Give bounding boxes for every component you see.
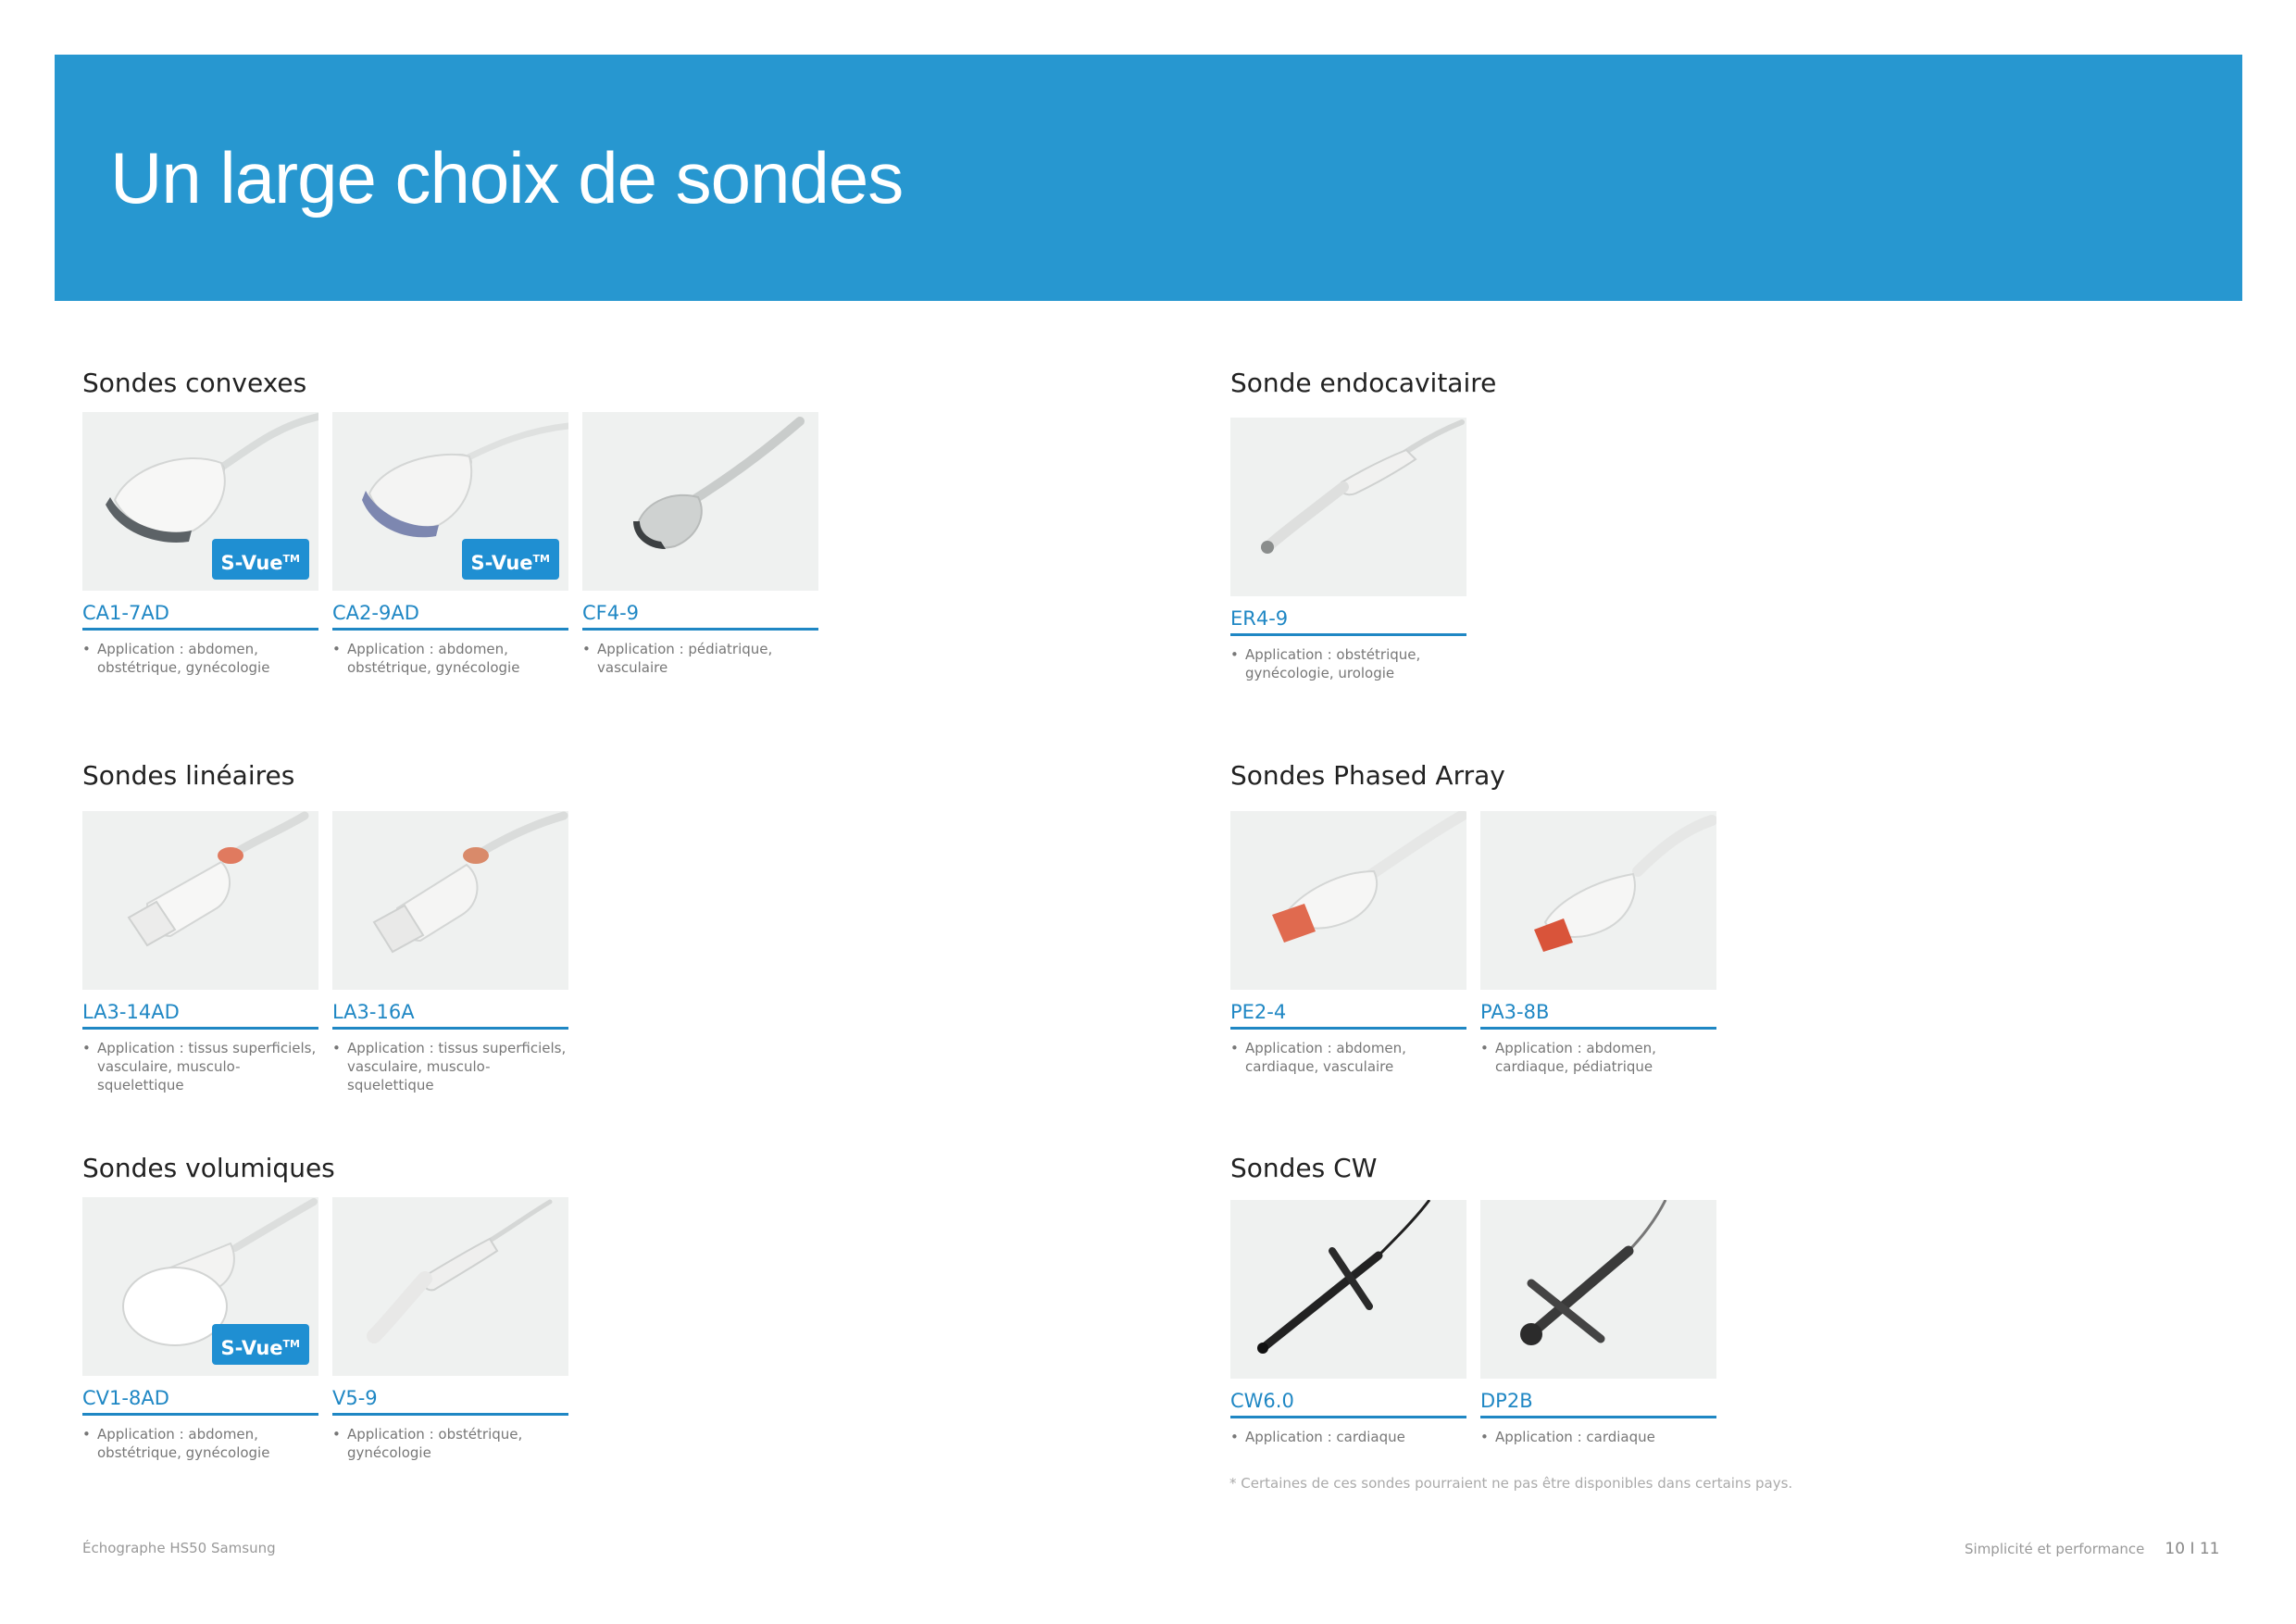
application-text: Application : abdomen, obstétrique, gynécologie — [97, 1426, 270, 1461]
probe-model: CA1-7AD — [82, 602, 318, 631]
application-text: Application : obstétrique, gynécologie, urologie — [1245, 646, 1421, 681]
application-text: Application : cardiaque — [1495, 1429, 1655, 1445]
linear-probe-icon — [332, 811, 568, 990]
bullet-icon: • — [1480, 1429, 1489, 1445]
probe-application — [1480, 1428, 1716, 1446]
application-text: Application : abdomen, obstétrique, gynécologie — [347, 641, 520, 676]
phased-array-probe-icon — [1480, 811, 1716, 990]
probe-photo — [332, 1197, 568, 1376]
probe-model: CV1-8AD — [82, 1387, 318, 1416]
probe-photo — [1480, 811, 1716, 990]
bullet-icon: • — [1480, 1040, 1489, 1056]
microconvex-probe-icon — [582, 412, 818, 591]
probe-application — [82, 640, 318, 677]
volume-endocavity-probe-icon — [332, 1197, 568, 1376]
application-text: Application : obstétrique, gynécologie — [347, 1426, 523, 1461]
probe-photo — [82, 412, 318, 591]
probe-application — [1230, 645, 1466, 682]
probe-application — [332, 1039, 568, 1094]
probe-photo — [82, 1197, 318, 1376]
bullet-icon: • — [332, 641, 341, 657]
probe-model: PA3-8B — [1480, 1001, 1716, 1030]
probe-application — [1230, 1428, 1466, 1446]
section-title: Sondes CW — [1230, 1153, 1378, 1183]
probe-model: CF4-9 — [582, 602, 818, 631]
probe-photo — [1230, 811, 1466, 990]
bullet-icon: • — [1230, 1040, 1239, 1056]
page-title: Un large choix de sondes — [110, 137, 904, 219]
footnote: * Certaines de ces sondes pourraient ne pas être disponibles dans certains pays. — [1229, 1475, 1793, 1492]
badge-trademark: TM — [282, 553, 300, 565]
bullet-icon: • — [1230, 646, 1239, 663]
footer-tagline: Simplicité et performance — [1965, 1541, 2145, 1557]
bullet-icon: • — [82, 641, 91, 657]
probe-application — [332, 640, 568, 677]
section-title: Sonde endocavitaire — [1230, 368, 1497, 398]
bullet-icon: • — [332, 1426, 341, 1443]
cw-pencil-probe-icon — [1230, 1200, 1466, 1379]
bullet-icon: • — [82, 1040, 91, 1056]
probe-photo — [332, 412, 568, 591]
probe-model: LA3-14AD — [82, 1001, 318, 1030]
s-vue-badge — [462, 539, 559, 580]
probe-model: LA3-16A — [332, 1001, 568, 1030]
probe-photo — [332, 811, 568, 990]
section-title: Sondes linéaires — [82, 760, 295, 791]
probe-model: CA2-9AD — [332, 602, 568, 631]
badge-trademark: TM — [282, 1338, 300, 1350]
probe-model: V5-9 — [332, 1387, 568, 1416]
endocavity-probe-icon — [1230, 418, 1466, 596]
bullet-icon: • — [582, 641, 591, 657]
application-text: Application : pédiatrique, vasculaire — [597, 641, 773, 676]
cw-pencil-probe-icon — [1480, 1200, 1716, 1379]
probe-model: DP2B — [1480, 1390, 1716, 1418]
probe-application — [1480, 1039, 1716, 1076]
section-title: Sondes convexes — [82, 368, 307, 398]
footer-right — [1965, 1540, 2220, 1558]
phased-array-probe-icon — [1230, 811, 1466, 990]
s-vue-badge — [212, 539, 309, 580]
probe-photo — [1480, 1200, 1716, 1379]
probe-photo — [1230, 418, 1466, 596]
probe-photo — [1230, 1200, 1466, 1379]
probe-application — [582, 640, 818, 677]
bullet-icon: • — [82, 1426, 91, 1443]
application-text: Application : abdomen, cardiaque, pédiatrique — [1495, 1040, 1656, 1075]
badge-label: S-Vue — [220, 1337, 283, 1359]
probe-photo — [582, 412, 818, 591]
probe-model: CW6.0 — [1230, 1390, 1466, 1418]
application-text: Application : tissus superficiels, vasculaire, musculo-squelettique — [97, 1040, 317, 1093]
page-numbers: 10 I 11 — [2165, 1540, 2220, 1558]
application-text: Application : abdomen, cardiaque, vasculaire — [1245, 1040, 1406, 1075]
application-text: Application : cardiaque — [1245, 1429, 1405, 1445]
header-banner — [55, 55, 2242, 301]
s-vue-badge — [212, 1324, 309, 1365]
probe-application — [332, 1425, 568, 1462]
probe-application — [1230, 1039, 1466, 1076]
badge-label: S-Vue — [220, 552, 283, 574]
badge-trademark: TM — [532, 553, 550, 565]
probe-photo — [82, 811, 318, 990]
section-title: Sondes Phased Array — [1230, 760, 1505, 791]
probe-model: ER4-9 — [1230, 607, 1466, 636]
bullet-icon: • — [332, 1040, 341, 1056]
badge-label: S-Vue — [470, 552, 533, 574]
linear-probe-icon — [82, 811, 318, 990]
probe-application — [82, 1425, 318, 1462]
section-title: Sondes volumiques — [82, 1153, 335, 1183]
bullet-icon: • — [1230, 1429, 1239, 1445]
application-text: Application : tissus superficiels, vasculaire, musculo-squelettique — [347, 1040, 567, 1093]
probe-model: PE2-4 — [1230, 1001, 1466, 1030]
application-text: Application : abdomen, obstétrique, gynécologie — [97, 641, 270, 676]
footer-product-name: Échographe HS50 Samsung — [82, 1540, 276, 1556]
probe-application — [82, 1039, 318, 1094]
